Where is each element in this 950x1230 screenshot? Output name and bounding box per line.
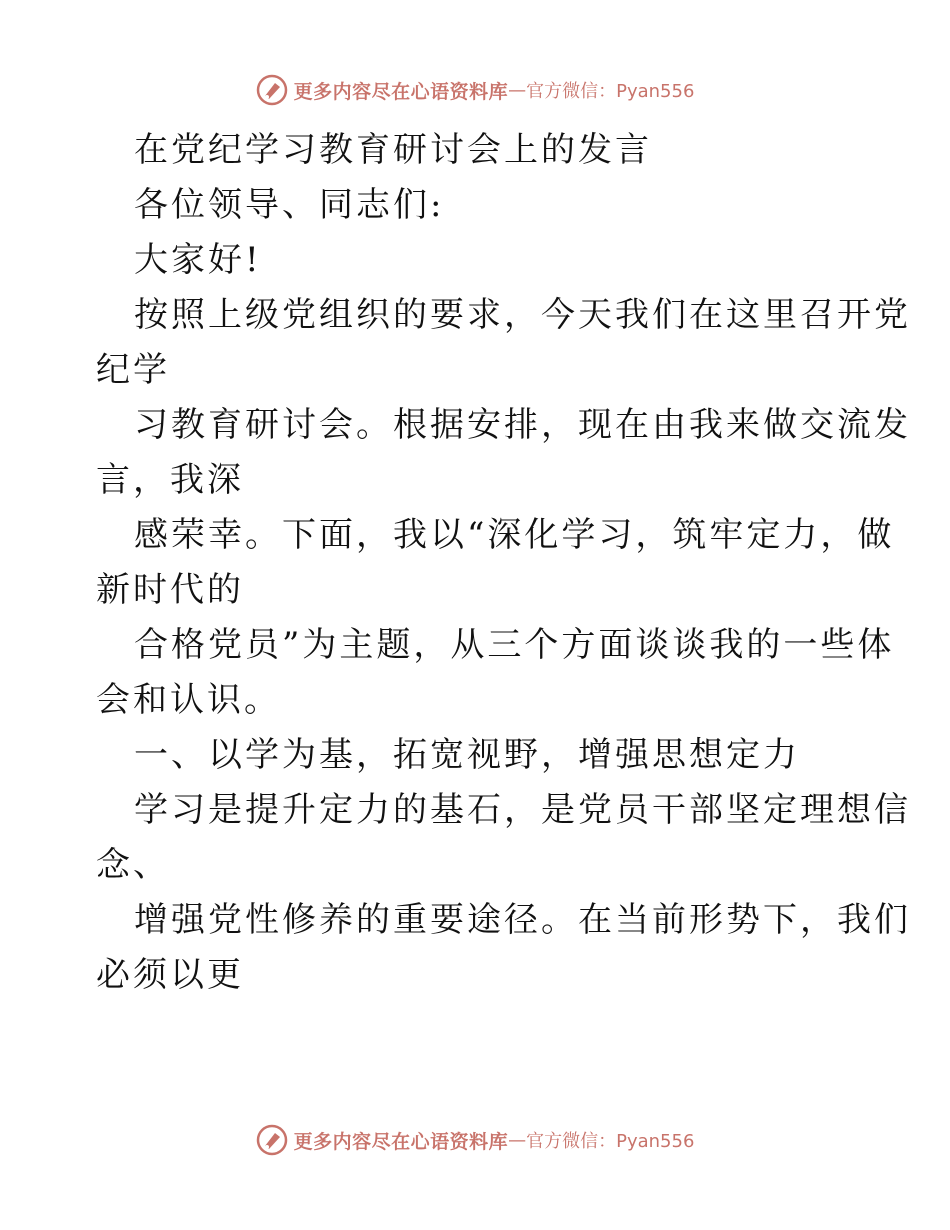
watermark-site-text: 更多内容尽在心语资料库 [293, 80, 509, 103]
watermark-dash: — [508, 1129, 527, 1151]
watermark-dash: — [508, 79, 527, 101]
paragraph-line: 增强党性修养的重要途径。在当前形势下，我们 [134, 900, 911, 940]
paragraph-line: 言，我深 [96, 460, 244, 500]
paragraph-line: 会和认识。 [96, 680, 281, 720]
watermark-official-text: 官方微信：Pyan556 [526, 81, 695, 102]
paragraph-line: 感荣幸。下面，我以“深化学习，筑牢定力，做 [134, 515, 895, 555]
pen-nib-circle-icon [256, 1124, 288, 1156]
paragraph-line: 纪学 [96, 350, 170, 390]
watermark-site-text: 更多内容尽在心语资料库 [293, 1130, 509, 1153]
watermark-official-text: 官方微信：Pyan556 [526, 1131, 695, 1152]
section-heading: 一、以学为基，拓宽视野，增强思想定力 [134, 735, 800, 775]
paragraph-line: 按照上级党组织的要求，今天我们在这里召开党 [134, 295, 911, 335]
document-body [96, 126, 911, 1006]
paragraph-line: 新时代的 [96, 570, 244, 610]
pen-nib-circle-icon [256, 74, 288, 106]
footer-watermark [0, 1120, 950, 1160]
salutation: 各位领导、同志们: [134, 185, 445, 225]
paragraph-line: 必须以更 [96, 955, 244, 995]
paragraph-line: 学习是提升定力的基石，是党员干部坚定理想信 [134, 790, 911, 830]
header-watermark [0, 70, 950, 110]
paragraph-line: 合格党员”为主题，从三个方面谈谈我的一些体 [134, 625, 895, 665]
paragraph-line: 习教育研讨会。根据安排，现在由我来做交流发 [134, 405, 911, 445]
doc-title: 在党纪学习教育研讨会上的发言 [134, 130, 652, 170]
greeting: 大家好! [134, 240, 262, 280]
paragraph-line: 念、 [96, 845, 170, 885]
